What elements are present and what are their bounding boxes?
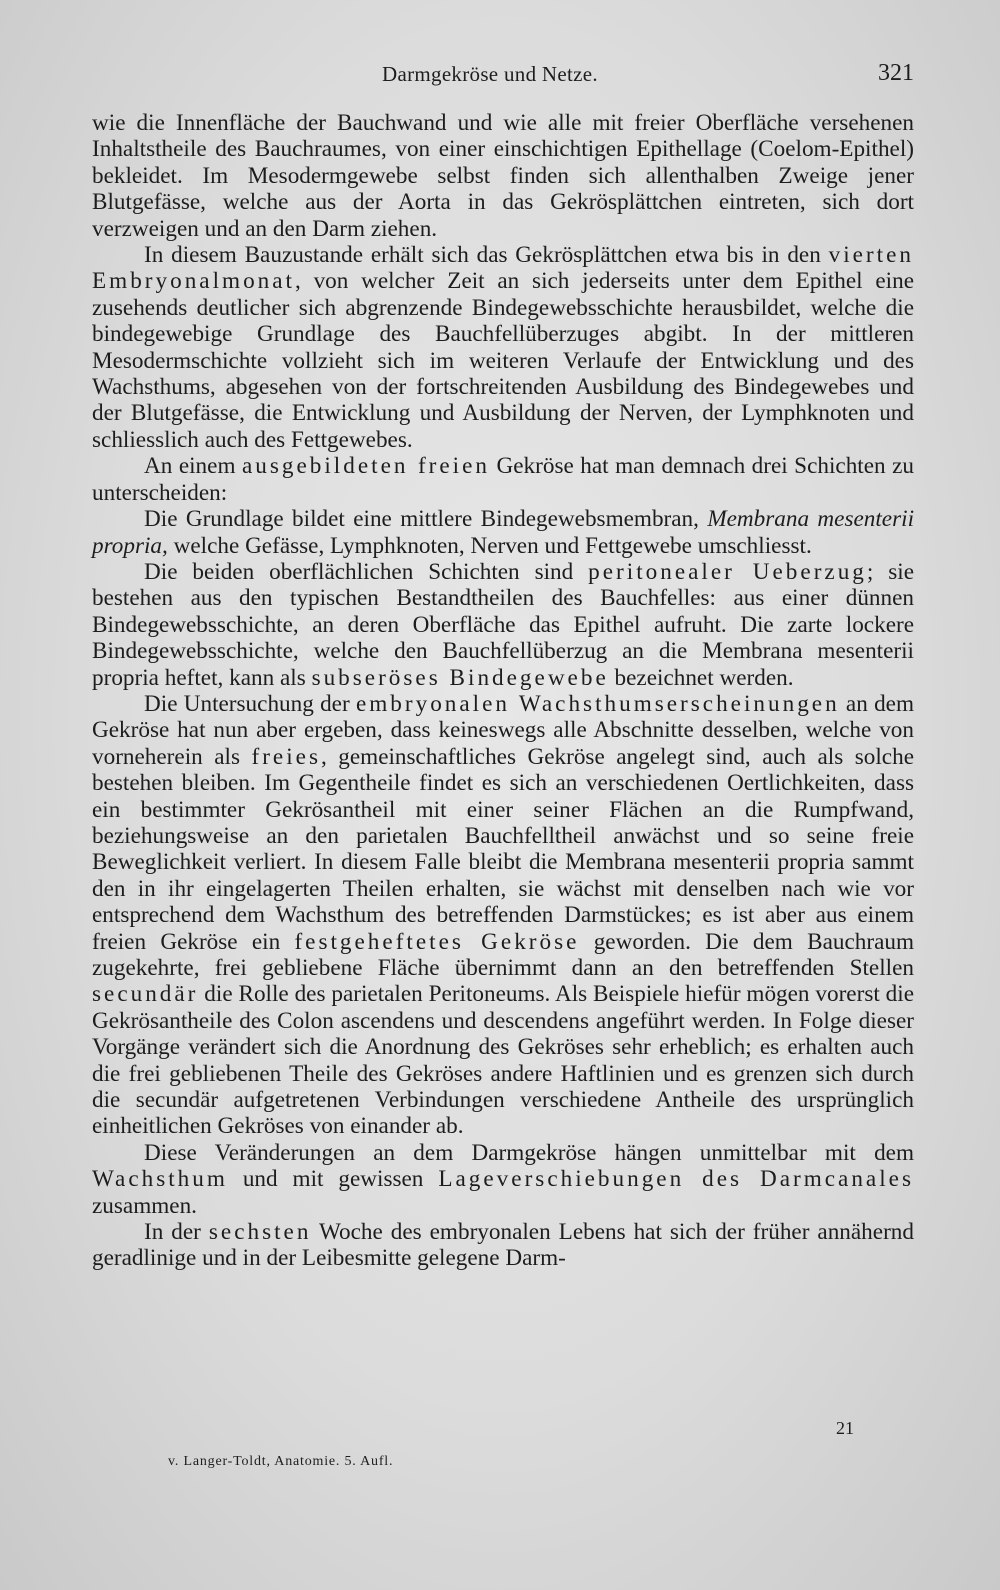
paragraph-6-text-g: geworden. Die dem Bauchraum zugekehrte, frei gebliebene Fläche übernimmt dann an den betreffenden Stellen [92, 928, 914, 981]
paragraph-6-text-i: die Rolle des parietalen Peritoneums. Als Beispiele hiefür mögen vorerst die Gekrösantheile des Colon ascendens und descendens angeführt werden. In Folge dieser Vorgänge verändert sich die Anordnung des Gekröses sehr erheblich; es erhalten auch die frei gebliebenen Theile des Gekröses andere Haftlinien und es grenzen sich durch die secundär aufgetretenen Verbindungen verschiedene Antheile des ursprünglich einheitlichen Gekröses von einander ab. [92, 981, 914, 1140]
footer-imprint: v. Langer-Toldt, Anatomie. 5. Aufl. [168, 1454, 394, 1469]
paragraph-6-spaced-term-2: freies [251, 743, 321, 770]
running-head [92, 62, 914, 92]
paragraph-5 [92, 559, 914, 691]
paragraph-8 [92, 1219, 914, 1272]
paragraph-6-spaced-term-4: secundär [92, 981, 199, 1008]
paragraph-2-spaced-term: vierten Embryonalmonat [92, 242, 914, 295]
paragraph-3 [92, 453, 914, 506]
paragraph-6-spaced-term-1: embryonalen Wachsthumserscheinungen [355, 690, 840, 717]
paragraph-4-italic-term: Membrana mesenterii propria, [92, 506, 915, 559]
signature-mark: 21 [836, 1418, 854, 1438]
paragraph-3-spaced-term: ausgebildeten freien [241, 453, 491, 480]
paragraph-8-text-c: Woche des embryonalen Lebens hat sich der früher annähernd geradlinige und in der Leibesmitte gelegene Darm- [92, 1219, 914, 1272]
paragraph-4 [92, 506, 914, 559]
page-number: 321 [878, 60, 914, 86]
paragraph-5-spaced-term-2: subseröses Bindegewebe [311, 664, 609, 691]
paragraph-7-text-c: und mit gewissen [227, 1166, 439, 1193]
paragraph-4-text-a: Die Grundlage bildet eine mittlere Bindegewebsmembran, [144, 506, 708, 533]
paragraph-2-text-a: In diesem Bauzustande erhält sich das Gekrösplättchen etwa bis in den [144, 242, 829, 269]
paragraph-2-text-c: , von welcher Zeit an sich jederseits unter dem Epithel eine zusehends deutlicher sich abgrenzende Bindegewebsschichte herausbildet, welche die bindegewebige Grundlage des Bauchfellüberzuges abgibt. In der mittleren Mesodermschichte vollzieht sich im weiteren Verlaufe der Entwicklung und des Wachsthums, abgesehen von der fortschreitenden Ausbildung des Bindegewebes und der Blutgefässe, die Entwicklung und Ausbildung der Nerven, der Lymphknoten und schliesslich auch des Fettgewebes. [92, 268, 914, 453]
paragraph-5-spaced-term-1: peritonealer Ueberzug [588, 558, 867, 585]
paragraph-5-text-e: bezeichnet werden. [608, 664, 794, 691]
paragraph-6-spaced-term-3: festgeheftetes Gekröse [294, 928, 580, 955]
body-text [92, 110, 914, 1272]
paragraph-7-spaced-term-1: Wachsthum [92, 1166, 228, 1193]
running-title: Darmgekröse und Netze. [382, 62, 598, 86]
paragraph-2 [92, 242, 914, 453]
paragraph-5-text-a: Die beiden oberflächlichen Schichten sind [144, 558, 589, 585]
paragraph-1 [92, 110, 914, 242]
paragraph-6 [92, 691, 914, 1140]
paragraph-3-text-c: Gekröse hat man demnach drei Schichten zu unterscheiden: [92, 453, 914, 506]
paragraph-5-text-c: ; sie bestehen aus den typischen Bestandtheilen des Bauchfelles: aus einer dünnen Bindegewebsschichte, an deren Oberfläche das Epithel aufruht. Die zarte lockere Bindegewebsschichte, welche den Bauchfellüberzug an die Membrana mesenterii propria heftet, kann als [92, 558, 915, 691]
paragraph-1-text: wie die Innenfläche der Bauchwand und wie alle mit freier Oberfläche versehenen Inhaltstheile des Bauchraumes, von einer einschichtigen Epithellage (Coelom-Epithel) bekleidet. Im Mesodermgewebe selbst finden sich allenthalben Zweige jener Blutgefässe, welche aus der Aorta in das Gekrösplättchen eintreten, sich dort verzweigen und an den Darm ziehen. [92, 110, 914, 242]
paragraph-7-text-e: zusammen. [92, 1192, 197, 1219]
paragraph-7-spaced-term-2: Lageverschiebungen des Darmcanales [438, 1166, 914, 1193]
paragraph-7-text-a: Diese Veränderungen an dem Darmgekröse hängen unmittelbar mit dem [144, 1139, 914, 1166]
paragraph-7 [92, 1140, 914, 1219]
paragraph-6-text-c: an dem Gekröse hat nun aber ergeben, dass keineswegs alle Abschnitte desselben, welche von vorneherein als [92, 690, 914, 770]
paragraph-8-spaced-term: sechsten [208, 1219, 312, 1246]
paragraph-6-text-a: Die Untersuchung der [144, 690, 356, 717]
paragraph-4-text-c: welche Gefässe, Lymphknoten, Nerven und Fettgewebe umschliesst. [167, 532, 812, 559]
paragraph-3-text-a: An einem [144, 453, 242, 480]
paragraph-6-text-e: , gemeinschaftliches Gekröse angelegt sind, auch als solche bestehen bleiben. Im Gegentheile findet es sich an verschiedenen Oertlichkeiten, dass ein bestimmter Gekrösantheil mit einer seiner Flächen an die Rumpfwand, beziehungsweise an den parietalen Bauchfelltheil anwächst und so seine freie Beweglichkeit verliert. In diesem Falle bleibt die Membrana mesenterii propria sammt den in ihr eingelagerten Theilen erhalten, sie wächst mit denselben nach wie vor entsprechend dem Wachsthum des betreffenden Darmstückes; es ist aber aus einem freien Gekröse ein [92, 743, 914, 955]
paragraph-8-text-a: In der [144, 1219, 209, 1246]
